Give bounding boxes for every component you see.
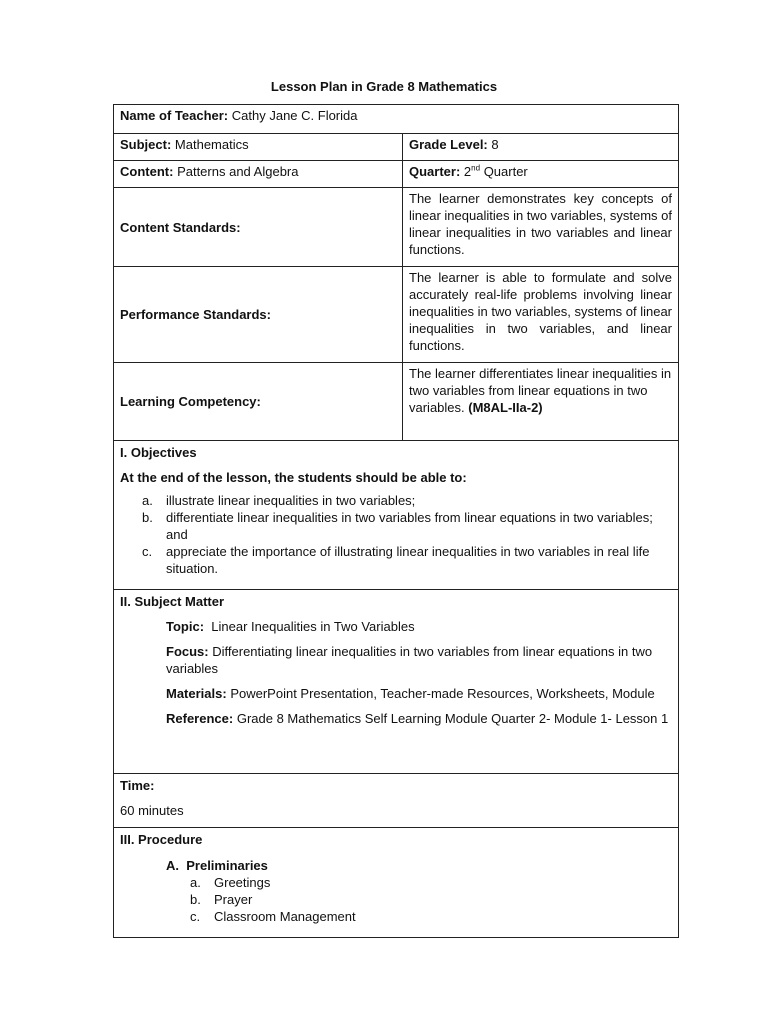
preliminaries-list (166, 874, 672, 925)
grade-value: 8 (491, 137, 499, 152)
list-text: appreciate the importance of illustrating linear inequalities in two variables in real life situation. (166, 544, 650, 576)
time-cell (114, 774, 679, 828)
teacher-value: Cathy Jane C. Florida (231, 108, 358, 123)
list-item (142, 543, 672, 577)
preliminaries-heading (166, 857, 672, 874)
subject-matter-cell (114, 590, 679, 774)
list-marker: a. (190, 875, 201, 890)
teacher-label: Name of Teacher: (120, 108, 229, 123)
list-item (190, 891, 672, 908)
procedure-heading: III. Procedure (120, 832, 203, 847)
subject-row (114, 134, 679, 161)
procedure-cell (114, 828, 679, 938)
subject-matter-row (114, 590, 679, 774)
list-item (190, 874, 672, 891)
subject-value: Mathematics (174, 137, 249, 152)
preliminaries-section (166, 857, 672, 925)
list-marker: c. (142, 544, 153, 559)
subject-matter-heading: II. Subject Matter (120, 594, 225, 609)
grade-label: Grade Level: (409, 137, 488, 152)
document-title: Lesson Plan in Grade 8 Mathematics (270, 79, 498, 94)
reference-value: Grade 8 Mathematics Self Learning Module Quarter 2- Module 1- Lesson 1 (236, 711, 669, 726)
content-standards-row (114, 188, 679, 267)
topic-label: Topic: (166, 619, 205, 634)
competency-cell (403, 363, 679, 441)
materials-line (166, 685, 672, 702)
focus-line (166, 643, 672, 677)
list-text: illustrate linear inequalities in two variables; (166, 493, 416, 508)
list-text: Prayer (214, 892, 253, 907)
list-marker: a. (142, 493, 153, 508)
procedure-row (114, 828, 679, 938)
materials-value: PowerPoint Presentation, Teacher-made Resources, Worksheets, Module (230, 686, 655, 701)
preliminaries-marker: A. (166, 858, 179, 873)
list-marker: b. (142, 510, 153, 525)
subject-label: Subject: (120, 137, 172, 152)
time-row (114, 774, 679, 828)
quarter-text: Quarter (483, 164, 528, 179)
content-value: Patterns and Algebra (177, 164, 299, 179)
performance-standards-row (114, 267, 679, 363)
time-label: Time: (120, 778, 155, 793)
list-text: differentiate linear inequalities in two variables from linear equations in two variables; and (166, 510, 653, 542)
preliminaries-title: Preliminaries (186, 858, 268, 873)
competency-text: The learner differentiates linear inequalities in two variables from linear equations in two variables. (409, 366, 672, 415)
list-marker: c. (190, 909, 201, 924)
list-item (142, 509, 672, 543)
objectives-list (120, 492, 672, 577)
objectives-row (114, 441, 679, 590)
list-text: Classroom Management (214, 909, 356, 924)
focus-label: Focus: (166, 644, 209, 659)
content-label: Content: (120, 164, 174, 179)
list-marker: b. (190, 892, 201, 907)
content-standards-text: The learner demonstrates key concepts of linear inequalities in two variables, systems of linear inequalities in two variables and linear functions. (403, 188, 679, 267)
teacher-row (114, 105, 679, 134)
reference-label: Reference: (166, 711, 234, 726)
competency-code: (M8AL-IIa-2) (468, 400, 543, 415)
lesson-plan-table (113, 104, 679, 938)
reference-line (166, 710, 672, 727)
quarter-sup: nd (471, 163, 481, 173)
topic-line (166, 618, 672, 635)
performance-standards-text: The learner is able to formulate and solve accurately real-life problems involving linear inequalities in two variables, systems of linear inequalities in two variables, and linear functions. (403, 267, 679, 363)
list-text: Greetings (214, 875, 271, 890)
subject-cell (114, 134, 403, 161)
competency-label: Learning Competency: (114, 363, 403, 441)
content-standards-label: Content Standards: (114, 188, 403, 267)
content-row (114, 161, 679, 188)
quarter-num: 2 (463, 164, 472, 179)
objectives-intro: At the end of the lesson, the students should be able to: (120, 470, 467, 485)
quarter-cell (403, 161, 679, 188)
time-value: 60 minutes (120, 803, 184, 818)
objectives-heading: I. Objectives (120, 445, 197, 460)
topic-value: Linear Inequalities in Two Variables (211, 619, 415, 634)
objectives-cell (114, 441, 679, 590)
list-item (190, 908, 672, 925)
teacher-cell (114, 105, 679, 134)
competency-row (114, 363, 679, 441)
performance-standards-label: Performance Standards: (114, 267, 403, 363)
focus-value: Differentiating linear inequalities in two variables from linear equations in two variables (166, 644, 653, 676)
materials-label: Materials: (166, 686, 227, 701)
quarter-label: Quarter: (409, 164, 461, 179)
list-item (142, 492, 672, 509)
content-cell (114, 161, 403, 188)
grade-cell (403, 134, 679, 161)
